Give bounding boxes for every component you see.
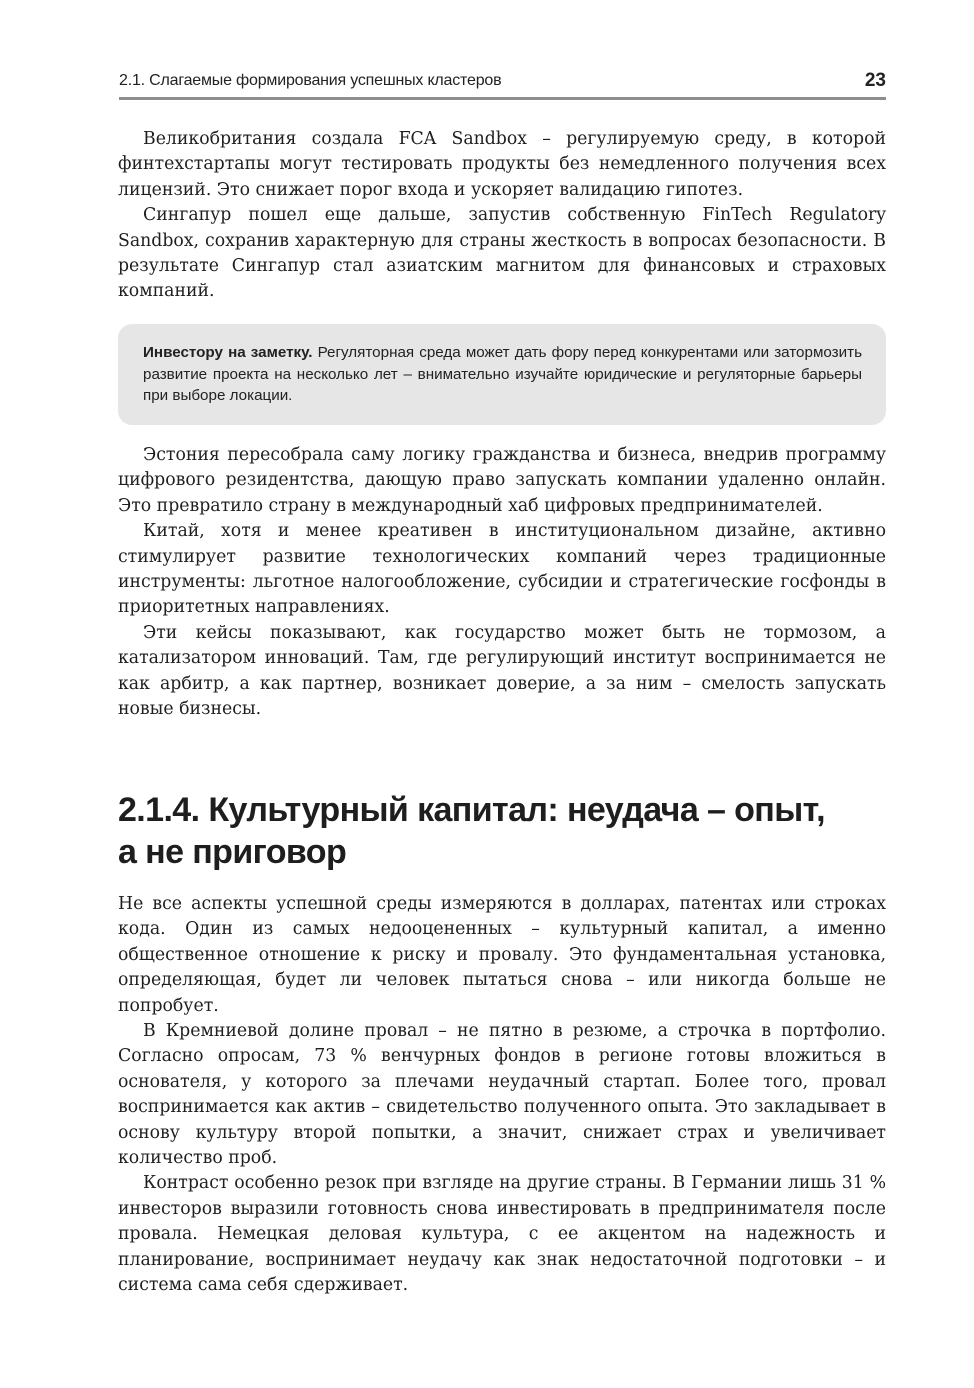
paragraph-estonia: Эстония пересобрала саму логику гражданства и бизнеса, внедрив программу цифрового резидентства, дающую право запускать компании удаленно онлайн. Это превратило страну в международный хаб цифровых предпринимателей. <box>118 445 886 516</box>
running-header <box>119 70 886 96</box>
text-block-regulation <box>118 127 886 305</box>
note-text: Регуляторная среда может дать фору перед конкурентами или затормозить развитие проекта на несколько лет – внимательно изучайте юридические и регуляторные барьеры при выборе локации. <box>143 344 862 405</box>
note-label: Инвестору на заметку. <box>143 344 313 361</box>
investor-note-callout <box>118 324 886 425</box>
running-title: 2.1. Слагаемые формирования успешных кластеров <box>119 72 502 89</box>
text-block-countries <box>118 443 886 722</box>
header-rule <box>119 97 886 100</box>
section-heading <box>118 789 878 873</box>
paragraph-silicon-valley: В Кремниевой долине провал – не пятно в резюме, а строчка в портфолио. Согласно опросам, 73 % венчурных фондов в регионе готовы вложиться в основателя, у которого за плечами неудачный стартап. Более того, провал воспринимается как актив – свидетельство полученного опыта. Это закладывает в основу культуру второй попытки, а значит, снижает страх и увеличивает количество проб. <box>118 1021 886 1169</box>
paragraph-cultural-capital-intro: Не все аспекты успешной среды измеряются в долларах, патентах или строках кода. Один из самых недооцененных – культурный капитал, а именно общественное отношение к риску и провалу. Это фундаментальная установка, определяющая, будет ли человек пытаться снова – или никогда больше не попробует. <box>118 894 886 1016</box>
section-heading-line-1: 2.1.4. Культурный капитал: неудача – опыт, <box>118 791 826 829</box>
paragraph-china: Китай, хотя и менее креативен в институциональном дизайне, активно стимулирует развитие технологических компаний через традиционные инструменты: льготное налогообложение, субсидии и стратегические госфонды в приоритетных направлениях. <box>118 521 886 618</box>
section-heading-line-2: а не приговор <box>118 833 347 871</box>
paragraph-singapore-sandbox: Сингапур пошел еще дальше, запустив собственную FinTech Regulatory Sandbox, сохранив характерную для страны жесткость в вопросах безопасности. В результате Сингапур стал азиатским магнитом для финансовых и страховых компаний. <box>118 205 886 302</box>
text-block-cultural-capital <box>118 892 886 1299</box>
paragraph-cases-summary: Эти кейсы показывают, как государство может быть не тормозом, а катализатором инноваций. Там, где регулирующий институт воспринимается не как арбитр, а как партнер, возникает доверие, а за ним – смелость запускать новые бизнесы. <box>118 622 886 720</box>
page-number: 23 <box>864 70 886 91</box>
paragraph-uk-sandbox: Великобритания создала FCA Sandbox – регулируемую среду, в которой финтехстартапы могут тестировать продукты без немедленного получения всех лицензий. Это снижает порог входа и ускоряет валидацию гипотез. <box>118 129 886 200</box>
paragraph-germany-contrast: Контраст особенно резок при взгляде на другие страны. В Германии лишь 31 % инвесторов выразили готовность снова инвестировать в предпринимателя после провала. Немецкая деловая культура, с ее акцентом на надежность и планирование, воспринимает неудачу как знак недостаточной подготовки – и система сама себя сдерживает. <box>118 1173 886 1296</box>
